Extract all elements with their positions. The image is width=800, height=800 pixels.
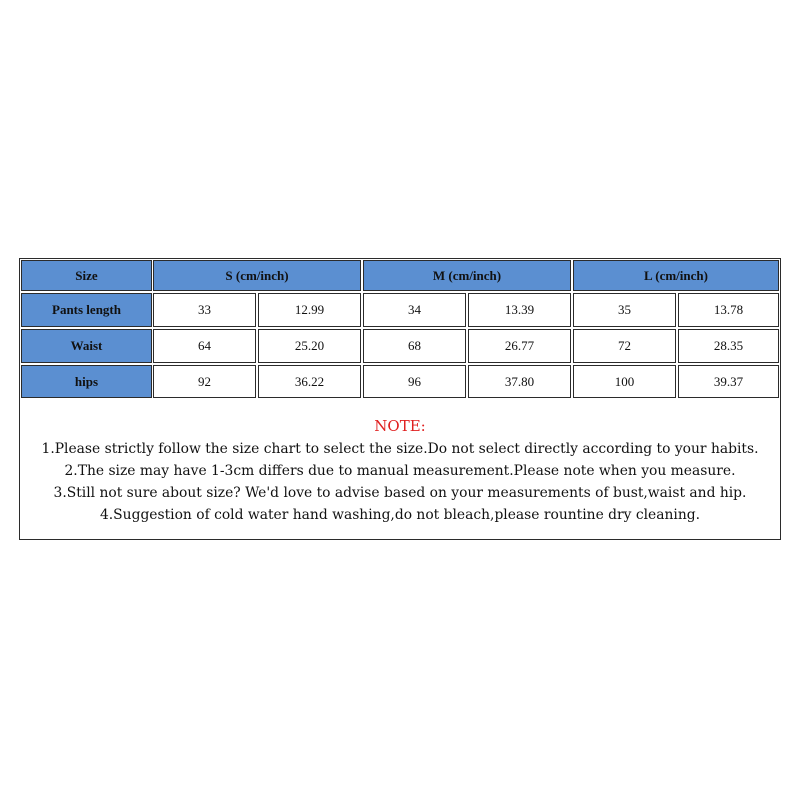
table-cell: 12.99 bbox=[258, 293, 361, 327]
note-line-2: 2.The size may have 1-3cm differs due to manual measurement.Please note when you measure. bbox=[64, 463, 736, 479]
row-label-hips: hips bbox=[21, 365, 152, 398]
table-cell: 33 bbox=[153, 293, 256, 327]
table-cell: 25.20 bbox=[258, 329, 361, 363]
table-cell: 64 bbox=[153, 329, 256, 363]
header-group-m: M (cm/inch) bbox=[363, 260, 571, 291]
table-cell: 68 bbox=[363, 329, 466, 363]
table-cell: 13.78 bbox=[678, 293, 779, 327]
table-cell: 26.77 bbox=[468, 329, 571, 363]
table-cell: 39.37 bbox=[678, 365, 779, 398]
header-size-label: Size bbox=[21, 260, 152, 291]
row-label-pants-length: Pants length bbox=[21, 293, 152, 327]
table-cell: 28.35 bbox=[678, 329, 779, 363]
table-cell: 37.80 bbox=[468, 365, 571, 398]
note-title: NOTE: bbox=[374, 417, 426, 435]
table-cell: 92 bbox=[153, 365, 256, 398]
row-label-waist: Waist bbox=[21, 329, 152, 363]
table-cell: 34 bbox=[363, 293, 466, 327]
table-cell: 96 bbox=[363, 365, 466, 398]
table-cell: 100 bbox=[573, 365, 676, 398]
table-cell: 36.22 bbox=[258, 365, 361, 398]
note-line-4: 4.Suggestion of cold water hand washing,do not bleach,please rountine dry cleaning. bbox=[99, 507, 701, 523]
note-line-1: 1.Please strictly follow the size chart to select the size.Do not select directly according to your habits. bbox=[41, 441, 759, 457]
size-chart bbox=[19, 258, 781, 540]
table-cell: 13.39 bbox=[468, 293, 571, 327]
table-cell: 35 bbox=[573, 293, 676, 327]
header-group-s: S (cm/inch) bbox=[153, 260, 361, 291]
header-group-l: L (cm/inch) bbox=[573, 260, 779, 291]
note-line-3: 3.Still not sure about size? We'd love to advise based on your measurements of bust,waist and hip. bbox=[53, 485, 747, 501]
notes-section bbox=[20, 400, 780, 539]
table-cell: 72 bbox=[573, 329, 676, 363]
